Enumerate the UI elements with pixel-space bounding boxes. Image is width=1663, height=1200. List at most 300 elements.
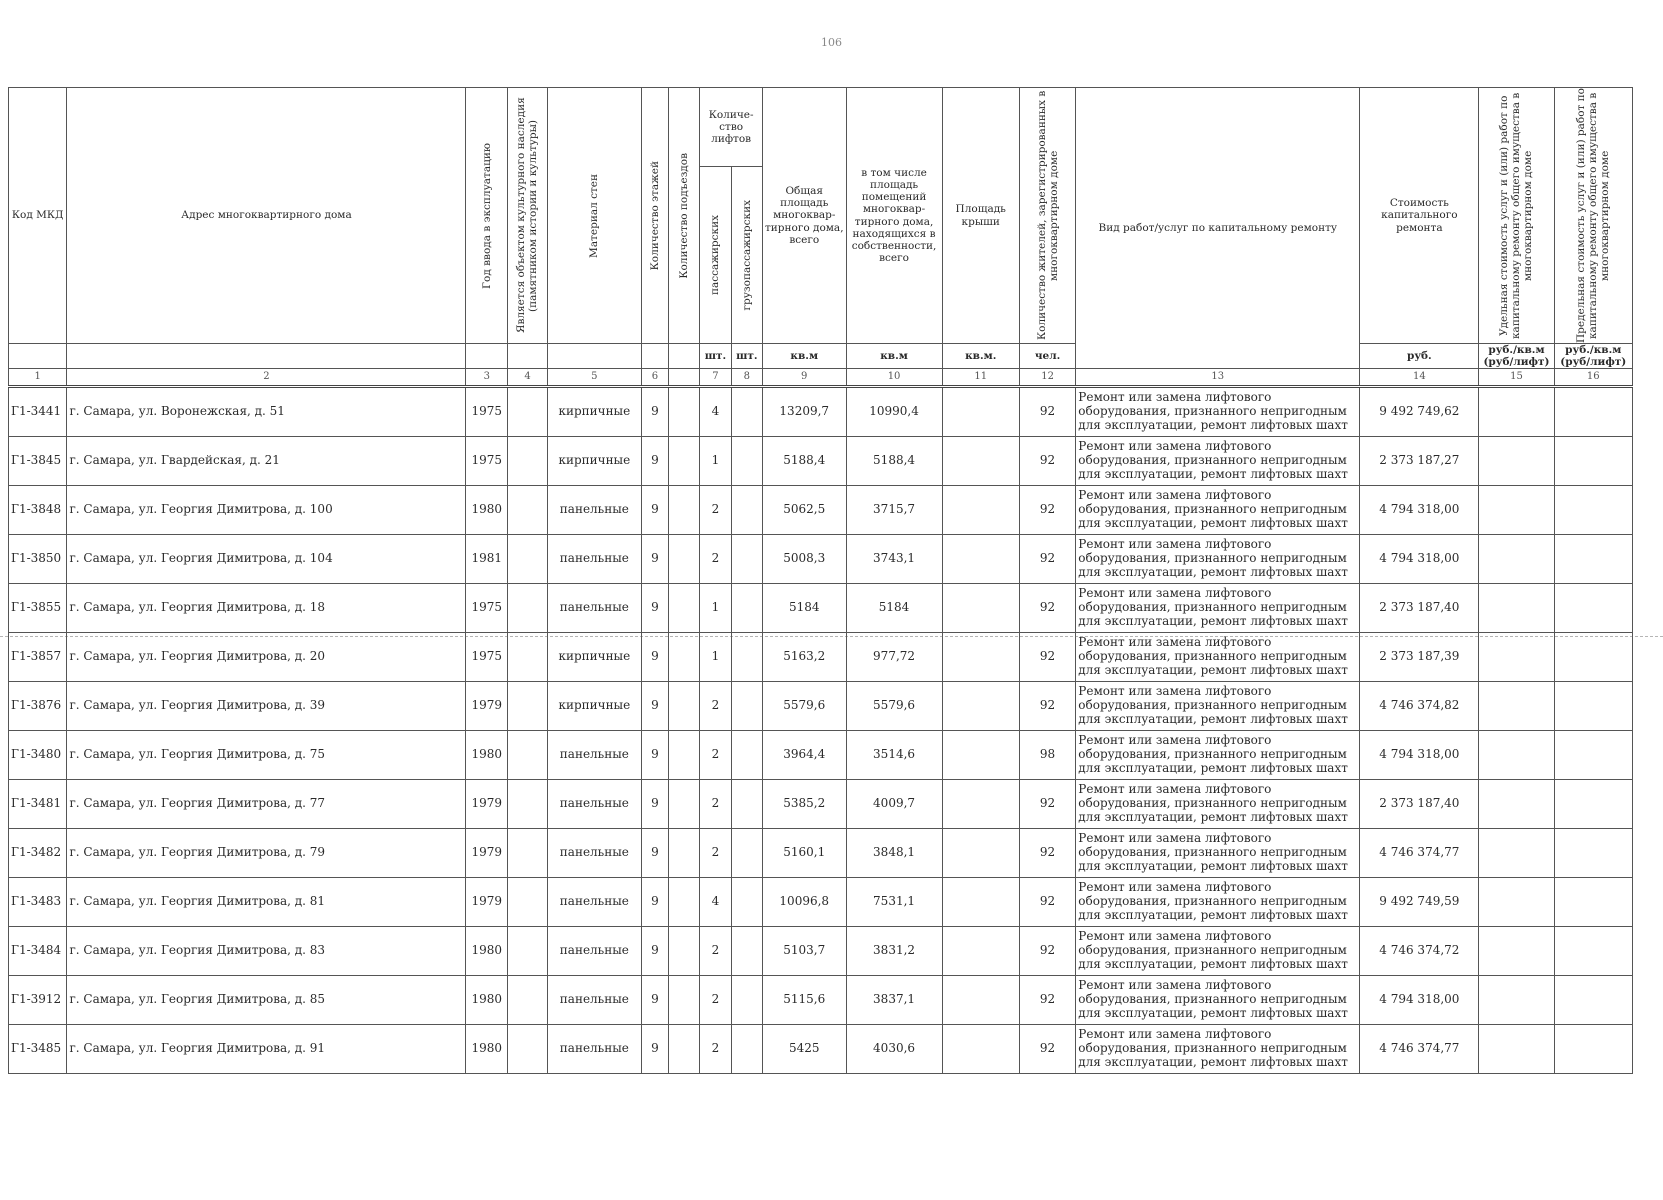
unit-empty bbox=[641, 344, 668, 369]
cell-max-cost bbox=[1554, 437, 1632, 486]
cell-heritage bbox=[508, 387, 548, 437]
unit-sqm: кв.м bbox=[762, 344, 846, 369]
cell-address: г. Самара, ул. Гвардейская, д. 21 bbox=[67, 437, 466, 486]
cell-cost: 4 794 318,00 bbox=[1360, 976, 1479, 1025]
cell-total-area: 10096,8 bbox=[762, 878, 846, 927]
cell-max-cost bbox=[1554, 535, 1632, 584]
cell-year: 1979 bbox=[466, 682, 508, 731]
cell-lifts-passenger: 1 bbox=[700, 437, 731, 486]
cell-floors: 9 bbox=[641, 731, 668, 780]
table-row bbox=[9, 731, 1633, 780]
unit-pcs: шт. bbox=[700, 344, 731, 369]
cell-code: Г1-3480 bbox=[9, 731, 67, 780]
cell-walls: панельные bbox=[547, 486, 641, 535]
units-row bbox=[9, 344, 1633, 369]
cell-walls: панельные bbox=[547, 584, 641, 633]
cell-lifts-passenger: 2 bbox=[700, 927, 731, 976]
unit-people: чел. bbox=[1019, 344, 1075, 369]
cell-total-area: 3964,4 bbox=[762, 731, 846, 780]
cell-lifts-passenger: 1 bbox=[700, 584, 731, 633]
cell-max-cost bbox=[1554, 682, 1632, 731]
cell-lifts-freight bbox=[731, 682, 762, 731]
cell-total-area: 5188,4 bbox=[762, 437, 846, 486]
cell-year: 1980 bbox=[466, 927, 508, 976]
table-row bbox=[9, 976, 1633, 1025]
column-number: 7 bbox=[700, 369, 731, 387]
cell-work-type: Ремонт или замена лифтового оборудования, признанного непригодным для эксплуатации, ремонт лифтовых шахт bbox=[1076, 486, 1360, 535]
header-cost: Стоимость капитального ремонта bbox=[1360, 88, 1479, 344]
header-lifts-group: Количе-ство лифтов bbox=[700, 88, 763, 167]
cell-entrances bbox=[668, 780, 699, 829]
cell-cost: 4 794 318,00 bbox=[1360, 731, 1479, 780]
cell-max-cost bbox=[1554, 780, 1632, 829]
unit-empty bbox=[668, 344, 699, 369]
cell-total-area: 5184 bbox=[762, 584, 846, 633]
cell-residents: 92 bbox=[1019, 387, 1075, 437]
column-number: 16 bbox=[1554, 369, 1632, 387]
cell-max-cost bbox=[1554, 584, 1632, 633]
cell-lifts-passenger: 2 bbox=[700, 486, 731, 535]
column-number: 3 bbox=[466, 369, 508, 387]
cell-lifts-passenger: 2 bbox=[700, 535, 731, 584]
cell-max-cost bbox=[1554, 829, 1632, 878]
cell-residents: 92 bbox=[1019, 437, 1075, 486]
header-code: Код МКД bbox=[9, 88, 67, 344]
cell-entrances bbox=[668, 437, 699, 486]
cell-floors: 9 bbox=[641, 927, 668, 976]
cell-lifts-freight bbox=[731, 387, 762, 437]
cell-year: 1975 bbox=[466, 387, 508, 437]
cell-owned-area: 4009,7 bbox=[846, 780, 942, 829]
cell-total-area: 5103,7 bbox=[762, 927, 846, 976]
cell-entrances bbox=[668, 878, 699, 927]
cell-unit-cost bbox=[1479, 486, 1554, 535]
cell-max-cost bbox=[1554, 927, 1632, 976]
cell-unit-cost bbox=[1479, 829, 1554, 878]
cell-max-cost bbox=[1554, 633, 1632, 682]
header-roof-area: Площадь крыши bbox=[942, 88, 1019, 344]
cell-roof-area bbox=[942, 437, 1019, 486]
cell-roof-area bbox=[942, 535, 1019, 584]
cell-roof-area bbox=[942, 682, 1019, 731]
cell-lifts-freight bbox=[731, 976, 762, 1025]
column-number: 12 bbox=[1019, 369, 1075, 387]
unit-empty bbox=[547, 344, 641, 369]
cell-address: г. Самара, ул. Георгия Димитрова, д. 83 bbox=[67, 927, 466, 976]
cell-work-type: Ремонт или замена лифтового оборудования, признанного непригодным для эксплуатации, ремонт лифтовых шахт bbox=[1076, 780, 1360, 829]
cell-work-type: Ремонт или замена лифтового оборудования, признанного непригодным для эксплуатации, ремонт лифтовых шахт bbox=[1076, 437, 1360, 486]
cell-year: 1975 bbox=[466, 584, 508, 633]
unit-empty bbox=[508, 344, 548, 369]
cell-owned-area: 10990,4 bbox=[846, 387, 942, 437]
cell-cost: 2 373 187,40 bbox=[1360, 780, 1479, 829]
cell-code: Г1-3483 bbox=[9, 878, 67, 927]
column-number: 1 bbox=[9, 369, 67, 387]
cell-floors: 9 bbox=[641, 584, 668, 633]
cell-unit-cost bbox=[1479, 584, 1554, 633]
unit-rub: руб. bbox=[1360, 344, 1479, 369]
cell-lifts-freight bbox=[731, 878, 762, 927]
header-walls: Материал стен bbox=[547, 88, 641, 344]
cell-total-area: 5425 bbox=[762, 1025, 846, 1074]
cell-cost: 4 746 374,77 bbox=[1360, 829, 1479, 878]
header-residents: Количество жителей, зарегистрированных в многоквартирном доме bbox=[1019, 88, 1075, 344]
header-lifts-freight: грузопассажирских bbox=[731, 167, 762, 344]
cell-lifts-freight bbox=[731, 633, 762, 682]
cell-lifts-freight bbox=[731, 780, 762, 829]
cell-code: Г1-3441 bbox=[9, 387, 67, 437]
cell-heritage bbox=[508, 1025, 548, 1074]
cell-entrances bbox=[668, 584, 699, 633]
unit-empty bbox=[67, 344, 466, 369]
cell-cost: 2 373 187,39 bbox=[1360, 633, 1479, 682]
cell-floors: 9 bbox=[641, 829, 668, 878]
cell-entrances bbox=[668, 1025, 699, 1074]
table-row bbox=[9, 535, 1633, 584]
cell-heritage bbox=[508, 780, 548, 829]
cell-entrances bbox=[668, 535, 699, 584]
column-number: 10 bbox=[846, 369, 942, 387]
table-row bbox=[9, 437, 1633, 486]
table-row bbox=[9, 682, 1633, 731]
cell-cost: 9 492 749,59 bbox=[1360, 878, 1479, 927]
cell-residents: 92 bbox=[1019, 584, 1075, 633]
cell-total-area: 5579,6 bbox=[762, 682, 846, 731]
cell-address: г. Самара, ул. Георгия Димитрова, д. 79 bbox=[67, 829, 466, 878]
cell-cost: 4 794 318,00 bbox=[1360, 535, 1479, 584]
cell-walls: панельные bbox=[547, 731, 641, 780]
cell-roof-area bbox=[942, 731, 1019, 780]
cell-address: г. Самара, ул. Георгия Димитрова, д. 18 bbox=[67, 584, 466, 633]
cell-address: г. Самара, ул. Георгия Димитрова, д. 77 bbox=[67, 780, 466, 829]
cell-address: г. Самара, ул. Воронежская, д. 51 bbox=[67, 387, 466, 437]
cell-residents: 92 bbox=[1019, 878, 1075, 927]
cell-cost: 4 746 374,77 bbox=[1360, 1025, 1479, 1074]
cell-roof-area bbox=[942, 780, 1019, 829]
cell-lifts-passenger: 1 bbox=[700, 633, 731, 682]
cell-floors: 9 bbox=[641, 780, 668, 829]
cell-code: Г1-3845 bbox=[9, 437, 67, 486]
column-number: 14 bbox=[1360, 369, 1479, 387]
cell-address: г. Самара, ул. Георгия Димитрова, д. 85 bbox=[67, 976, 466, 1025]
cell-walls: панельные bbox=[547, 1025, 641, 1074]
cell-residents: 92 bbox=[1019, 1025, 1075, 1074]
table-row bbox=[9, 387, 1633, 437]
cell-roof-area bbox=[942, 976, 1019, 1025]
cell-heritage bbox=[508, 927, 548, 976]
column-number: 8 bbox=[731, 369, 762, 387]
cell-heritage bbox=[508, 731, 548, 780]
cell-walls: панельные bbox=[547, 878, 641, 927]
cell-floors: 9 bbox=[641, 535, 668, 584]
header-work-type: Вид работ/услуг по капитальному ремонту bbox=[1076, 88, 1360, 369]
cell-code: Г1-3855 bbox=[9, 584, 67, 633]
table-row bbox=[9, 829, 1633, 878]
cell-owned-area: 5188,4 bbox=[846, 437, 942, 486]
cell-work-type: Ремонт или замена лифтового оборудования, признанного непригодным для эксплуатации, ремонт лифтовых шахт bbox=[1076, 829, 1360, 878]
cell-heritage bbox=[508, 535, 548, 584]
cell-residents: 92 bbox=[1019, 780, 1075, 829]
header-owned-area: в том числе площадь помещений многоквар-тирного дома, находящихся в собственности, всего bbox=[846, 88, 942, 344]
cell-address: г. Самара, ул. Георгия Димитрова, д. 100 bbox=[67, 486, 466, 535]
cell-lifts-passenger: 2 bbox=[700, 1025, 731, 1074]
cell-owned-area: 5184 bbox=[846, 584, 942, 633]
cell-cost: 4 746 374,82 bbox=[1360, 682, 1479, 731]
cell-roof-area bbox=[942, 584, 1019, 633]
cell-owned-area: 5579,6 bbox=[846, 682, 942, 731]
cell-code: Г1-3850 bbox=[9, 535, 67, 584]
unit-empty bbox=[9, 344, 67, 369]
table-row bbox=[9, 486, 1633, 535]
cell-unit-cost bbox=[1479, 1025, 1554, 1074]
cell-unit-cost bbox=[1479, 976, 1554, 1025]
cell-walls: панельные bbox=[547, 780, 641, 829]
cell-entrances bbox=[668, 387, 699, 437]
cell-residents: 98 bbox=[1019, 731, 1075, 780]
table-row bbox=[9, 878, 1633, 927]
cell-owned-area: 7531,1 bbox=[846, 878, 942, 927]
cell-lifts-freight bbox=[731, 1025, 762, 1074]
cell-lifts-passenger: 4 bbox=[700, 387, 731, 437]
cell-floors: 9 bbox=[641, 1025, 668, 1074]
cell-lifts-passenger: 2 bbox=[700, 976, 731, 1025]
column-number: 11 bbox=[942, 369, 1019, 387]
cell-walls: кирпичные bbox=[547, 682, 641, 731]
cell-floors: 9 bbox=[641, 976, 668, 1025]
cell-owned-area: 3837,1 bbox=[846, 976, 942, 1025]
cell-total-area: 5062,5 bbox=[762, 486, 846, 535]
cell-code: Г1-3857 bbox=[9, 633, 67, 682]
cell-roof-area bbox=[942, 633, 1019, 682]
cell-max-cost bbox=[1554, 878, 1632, 927]
cell-code: Г1-3484 bbox=[9, 927, 67, 976]
table-row bbox=[9, 927, 1633, 976]
cell-entrances bbox=[668, 927, 699, 976]
cell-residents: 92 bbox=[1019, 829, 1075, 878]
cell-year: 1981 bbox=[466, 535, 508, 584]
cell-year: 1980 bbox=[466, 731, 508, 780]
cell-heritage bbox=[508, 829, 548, 878]
cell-year: 1975 bbox=[466, 437, 508, 486]
cell-heritage bbox=[508, 437, 548, 486]
cell-work-type: Ремонт или замена лифтового оборудования, признанного непригодным для эксплуатации, ремонт лифтовых шахт bbox=[1076, 1025, 1360, 1074]
header-entrances: Количество подъездов bbox=[668, 88, 699, 344]
cell-owned-area: 977,72 bbox=[846, 633, 942, 682]
cell-residents: 92 bbox=[1019, 682, 1075, 731]
cell-owned-area: 3715,7 bbox=[846, 486, 942, 535]
cell-heritage bbox=[508, 584, 548, 633]
column-number: 15 bbox=[1479, 369, 1554, 387]
table-header bbox=[9, 88, 1633, 387]
unit-empty bbox=[466, 344, 508, 369]
cell-year: 1980 bbox=[466, 976, 508, 1025]
cell-lifts-freight bbox=[731, 535, 762, 584]
cell-floors: 9 bbox=[641, 682, 668, 731]
cell-lifts-passenger: 2 bbox=[700, 682, 731, 731]
cell-unit-cost bbox=[1479, 731, 1554, 780]
table-body bbox=[9, 387, 1633, 1074]
cell-total-area: 5115,6 bbox=[762, 976, 846, 1025]
cell-heritage bbox=[508, 976, 548, 1025]
column-number: 5 bbox=[547, 369, 641, 387]
cell-walls: кирпичные bbox=[547, 633, 641, 682]
cell-work-type: Ремонт или замена лифтового оборудования, признанного непригодным для эксплуатации, ремонт лифтовых шахт bbox=[1076, 682, 1360, 731]
cell-work-type: Ремонт или замена лифтового оборудования, признанного непригодным для эксплуатации, ремонт лифтовых шахт bbox=[1076, 878, 1360, 927]
cell-floors: 9 bbox=[641, 878, 668, 927]
cell-owned-area: 3514,6 bbox=[846, 731, 942, 780]
cell-code: Г1-3485 bbox=[9, 1025, 67, 1074]
column-number: 2 bbox=[67, 369, 466, 387]
column-number: 6 bbox=[641, 369, 668, 387]
cell-lifts-passenger: 2 bbox=[700, 780, 731, 829]
page-number: 106 bbox=[821, 36, 842, 49]
cell-year: 1975 bbox=[466, 633, 508, 682]
cell-work-type: Ремонт или замена лифтового оборудования, признанного непригодным для эксплуатации, ремонт лифтовых шахт bbox=[1076, 584, 1360, 633]
unit-rub-sqm: руб./кв.м (руб/лифт) bbox=[1479, 344, 1554, 369]
cell-year: 1979 bbox=[466, 829, 508, 878]
cell-unit-cost bbox=[1479, 780, 1554, 829]
cell-roof-area bbox=[942, 387, 1019, 437]
cell-walls: кирпичные bbox=[547, 437, 641, 486]
column-numbers-row bbox=[9, 369, 1633, 387]
cell-cost: 2 373 187,40 bbox=[1360, 584, 1479, 633]
cell-work-type: Ремонт или замена лифтового оборудования, признанного непригодным для эксплуатации, ремонт лифтовых шахт bbox=[1076, 535, 1360, 584]
header-year: Год ввода в эксплуатацию bbox=[466, 88, 508, 344]
cell-unit-cost bbox=[1479, 535, 1554, 584]
cell-unit-cost bbox=[1479, 387, 1554, 437]
cell-entrances bbox=[668, 682, 699, 731]
cell-owned-area: 3743,1 bbox=[846, 535, 942, 584]
cell-code: Г1-3481 bbox=[9, 780, 67, 829]
cell-max-cost bbox=[1554, 387, 1632, 437]
column-number: 4 bbox=[508, 369, 548, 387]
cell-max-cost bbox=[1554, 1025, 1632, 1074]
cell-year: 1980 bbox=[466, 486, 508, 535]
unit-sqm: кв.м bbox=[846, 344, 942, 369]
cell-total-area: 5008,3 bbox=[762, 535, 846, 584]
cell-total-area: 5163,2 bbox=[762, 633, 846, 682]
cell-address: г. Самара, ул. Георгия Димитрова, д. 20 bbox=[67, 633, 466, 682]
cell-work-type: Ремонт или замена лифтового оборудования, признанного непригодным для эксплуатации, ремонт лифтовых шахт bbox=[1076, 731, 1360, 780]
cell-cost: 9 492 749,62 bbox=[1360, 387, 1479, 437]
cell-total-area: 5160,1 bbox=[762, 829, 846, 878]
header-total-area: Общая площадь многоквар-тирного дома, всего bbox=[762, 88, 846, 344]
cell-code: Г1-3912 bbox=[9, 976, 67, 1025]
cell-entrances bbox=[668, 731, 699, 780]
cell-residents: 92 bbox=[1019, 486, 1075, 535]
cell-heritage bbox=[508, 878, 548, 927]
cell-address: г. Самара, ул. Георгия Димитрова, д. 104 bbox=[67, 535, 466, 584]
cell-roof-area bbox=[942, 927, 1019, 976]
cell-heritage bbox=[508, 486, 548, 535]
cell-lifts-freight bbox=[731, 584, 762, 633]
cell-heritage bbox=[508, 633, 548, 682]
cell-lifts-freight bbox=[731, 829, 762, 878]
cell-lifts-passenger: 2 bbox=[700, 731, 731, 780]
table-row bbox=[9, 1025, 1633, 1074]
cell-roof-area bbox=[942, 486, 1019, 535]
cell-cost: 4 794 318,00 bbox=[1360, 486, 1479, 535]
cell-max-cost bbox=[1554, 976, 1632, 1025]
header-address: Адрес многоквартирного дома bbox=[67, 88, 466, 344]
cell-year: 1979 bbox=[466, 780, 508, 829]
cell-roof-area bbox=[942, 829, 1019, 878]
table-row bbox=[9, 633, 1633, 682]
cell-lifts-freight bbox=[731, 437, 762, 486]
cell-entrances bbox=[668, 976, 699, 1025]
cell-owned-area: 3831,2 bbox=[846, 927, 942, 976]
cell-max-cost bbox=[1554, 731, 1632, 780]
cell-residents: 92 bbox=[1019, 535, 1075, 584]
cell-owned-area: 3848,1 bbox=[846, 829, 942, 878]
cell-walls: кирпичные bbox=[547, 387, 641, 437]
cell-floors: 9 bbox=[641, 437, 668, 486]
cell-work-type: Ремонт или замена лифтового оборудования, признанного непригодным для эксплуатации, ремонт лифтовых шахт bbox=[1076, 387, 1360, 437]
header-max-cost: Предельная стоимость услуг и (или) работ по капитальному ремонту общего имущества в многоквартирном доме bbox=[1554, 88, 1632, 344]
cell-residents: 92 bbox=[1019, 976, 1075, 1025]
cell-lifts-freight bbox=[731, 927, 762, 976]
cell-address: г. Самара, ул. Георгия Димитрова, д. 39 bbox=[67, 682, 466, 731]
cell-residents: 92 bbox=[1019, 633, 1075, 682]
capital-repair-table bbox=[8, 87, 1633, 1074]
cell-code: Г1-3848 bbox=[9, 486, 67, 535]
table-row bbox=[9, 584, 1633, 633]
header-heritage: Является объектом культурного наследия (памятником истории и культуры) bbox=[508, 88, 548, 344]
cell-total-area: 13209,7 bbox=[762, 387, 846, 437]
cell-walls: панельные bbox=[547, 535, 641, 584]
cell-floors: 9 bbox=[641, 633, 668, 682]
cell-unit-cost bbox=[1479, 437, 1554, 486]
cell-lifts-passenger: 4 bbox=[700, 878, 731, 927]
cell-entrances bbox=[668, 486, 699, 535]
cell-lifts-freight bbox=[731, 731, 762, 780]
cell-walls: панельные bbox=[547, 829, 641, 878]
cell-code: Г1-3876 bbox=[9, 682, 67, 731]
cell-unit-cost bbox=[1479, 682, 1554, 731]
cell-entrances bbox=[668, 829, 699, 878]
cell-residents: 92 bbox=[1019, 927, 1075, 976]
cell-work-type: Ремонт или замена лифтового оборудования, признанного непригодным для эксплуатации, ремонт лифтовых шахт bbox=[1076, 976, 1360, 1025]
unit-pcs: шт. bbox=[731, 344, 762, 369]
cell-entrances bbox=[668, 633, 699, 682]
cell-max-cost bbox=[1554, 486, 1632, 535]
column-number: 13 bbox=[1076, 369, 1360, 387]
cell-address: г. Самара, ул. Георгия Димитрова, д. 75 bbox=[67, 731, 466, 780]
unit-rub-sqm: руб./кв.м (руб/лифт) bbox=[1554, 344, 1632, 369]
cell-work-type: Ремонт или замена лифтового оборудования, признанного непригодным для эксплуатации, ремонт лифтовых шахт bbox=[1076, 633, 1360, 682]
header-floors: Количество этажей bbox=[641, 88, 668, 344]
cell-year: 1979 bbox=[466, 878, 508, 927]
cell-walls: панельные bbox=[547, 976, 641, 1025]
cell-cost: 2 373 187,27 bbox=[1360, 437, 1479, 486]
column-number: 9 bbox=[762, 369, 846, 387]
unit-sqm: кв.м. bbox=[942, 344, 1019, 369]
cell-code: Г1-3482 bbox=[9, 829, 67, 878]
cell-walls: панельные bbox=[547, 927, 641, 976]
cell-owned-area: 4030,6 bbox=[846, 1025, 942, 1074]
cell-roof-area bbox=[942, 1025, 1019, 1074]
cell-total-area: 5385,2 bbox=[762, 780, 846, 829]
cell-heritage bbox=[508, 682, 548, 731]
table-row bbox=[9, 780, 1633, 829]
cell-address: г. Самара, ул. Георгия Димитрова, д. 81 bbox=[67, 878, 466, 927]
cell-floors: 9 bbox=[641, 387, 668, 437]
cell-roof-area bbox=[942, 878, 1019, 927]
cell-year: 1980 bbox=[466, 1025, 508, 1074]
cell-cost: 4 746 374,72 bbox=[1360, 927, 1479, 976]
header-lifts-passenger: пассажирских bbox=[700, 167, 731, 344]
header-unit-cost: Удельная стоимость услуг и (или) работ по капитальному ремонту общего имущества в многоквартирном доме bbox=[1479, 88, 1554, 344]
